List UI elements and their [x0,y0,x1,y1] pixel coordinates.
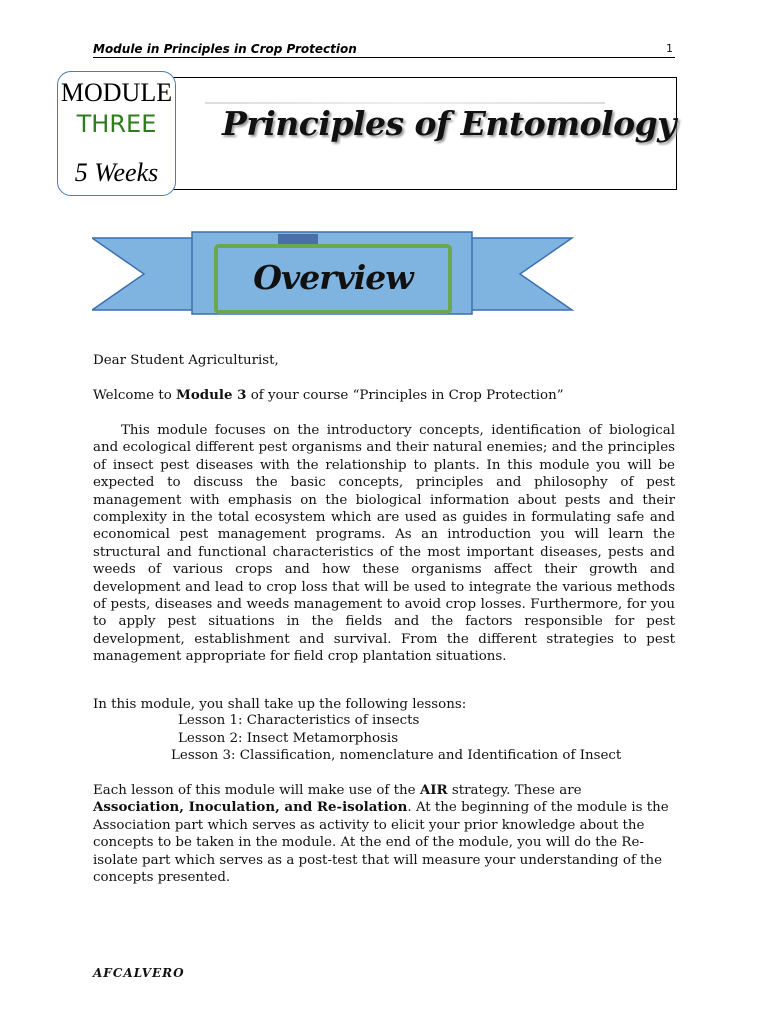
badge-module-label: MODULE [60,78,173,107]
air-text-2: strategy. These are [447,783,582,798]
module-title: Principles of Entomology [222,104,676,143]
module-badge [57,71,176,196]
welcome-module: Module 3 [176,387,247,403]
badge-module-number: THREE [76,110,157,138]
air-text-3: . At the beginning of the module is the Association part which serves as activity to elicit your prior knowledge about the concepts to be taken in the module. At the end of the module, you will do the Re-isolate part which serves as a post-test that will measure your understanding of the concepts presented. [93,800,669,886]
lessons-intro: In this module, you shall take up the following lessons: [93,697,467,712]
author-signature: AFCALVERO [93,966,185,980]
welcome-prefix: Welcome to [93,388,177,403]
air-text-1: Each lesson of this module will make use of the [93,783,420,798]
lesson-item: Lesson 1: Characteristics of insects [178,713,420,728]
greeting: Dear Student Agriculturist, [93,353,279,368]
welcome-suffix: of your course “Principles in Crop Protection” [246,388,564,403]
overview-label: Overview [253,258,413,297]
page-header [93,42,675,58]
air-expansion: Association, Inoculation, and Re-isolation [93,799,408,816]
air-acronym: AIR [419,782,448,798]
air-strategy-paragraph [93,782,675,886]
badge-duration: 5 Weeks [74,158,159,187]
ribbon-fold [278,234,318,244]
lesson-item: Lesson 3: Classification, nomenclature and Identification of Insect [171,748,622,763]
welcome-line [93,387,675,404]
overview-paragraph: This module focuses on the introductory concepts, identification of biological and ecological different pest organisms and their natural enemies; and the principles of insect pest diseases with the relationship to plants. In this module you will be expected to discuss the basic concepts, principles and philosophy of pest management with emphasis on the biological information about pests and their complexity in the total ecosystem which are used as guides in formulating safe and economical pest management programs. As an introduction you will learn the structural and functional characteristics of the most important diseases, pests and weeds of various crops and how these organisms affect their growth and development and lead to crop loss that will be used to integrate the various methods of pests, diseases and weeds management to avoid crop losses. Furthermore, for you to apply pest situations in the fields and the factors responsible for pest development, establishment and survival. From the different strategies to pest management appropriate for field crop plantation situations. [93,423,675,665]
lesson-item: Lesson 2: Insect Metamorphosis [178,731,399,746]
page-number: 1 [666,42,673,55]
header-title: Module in Principles in Crop Protection [93,42,357,56]
